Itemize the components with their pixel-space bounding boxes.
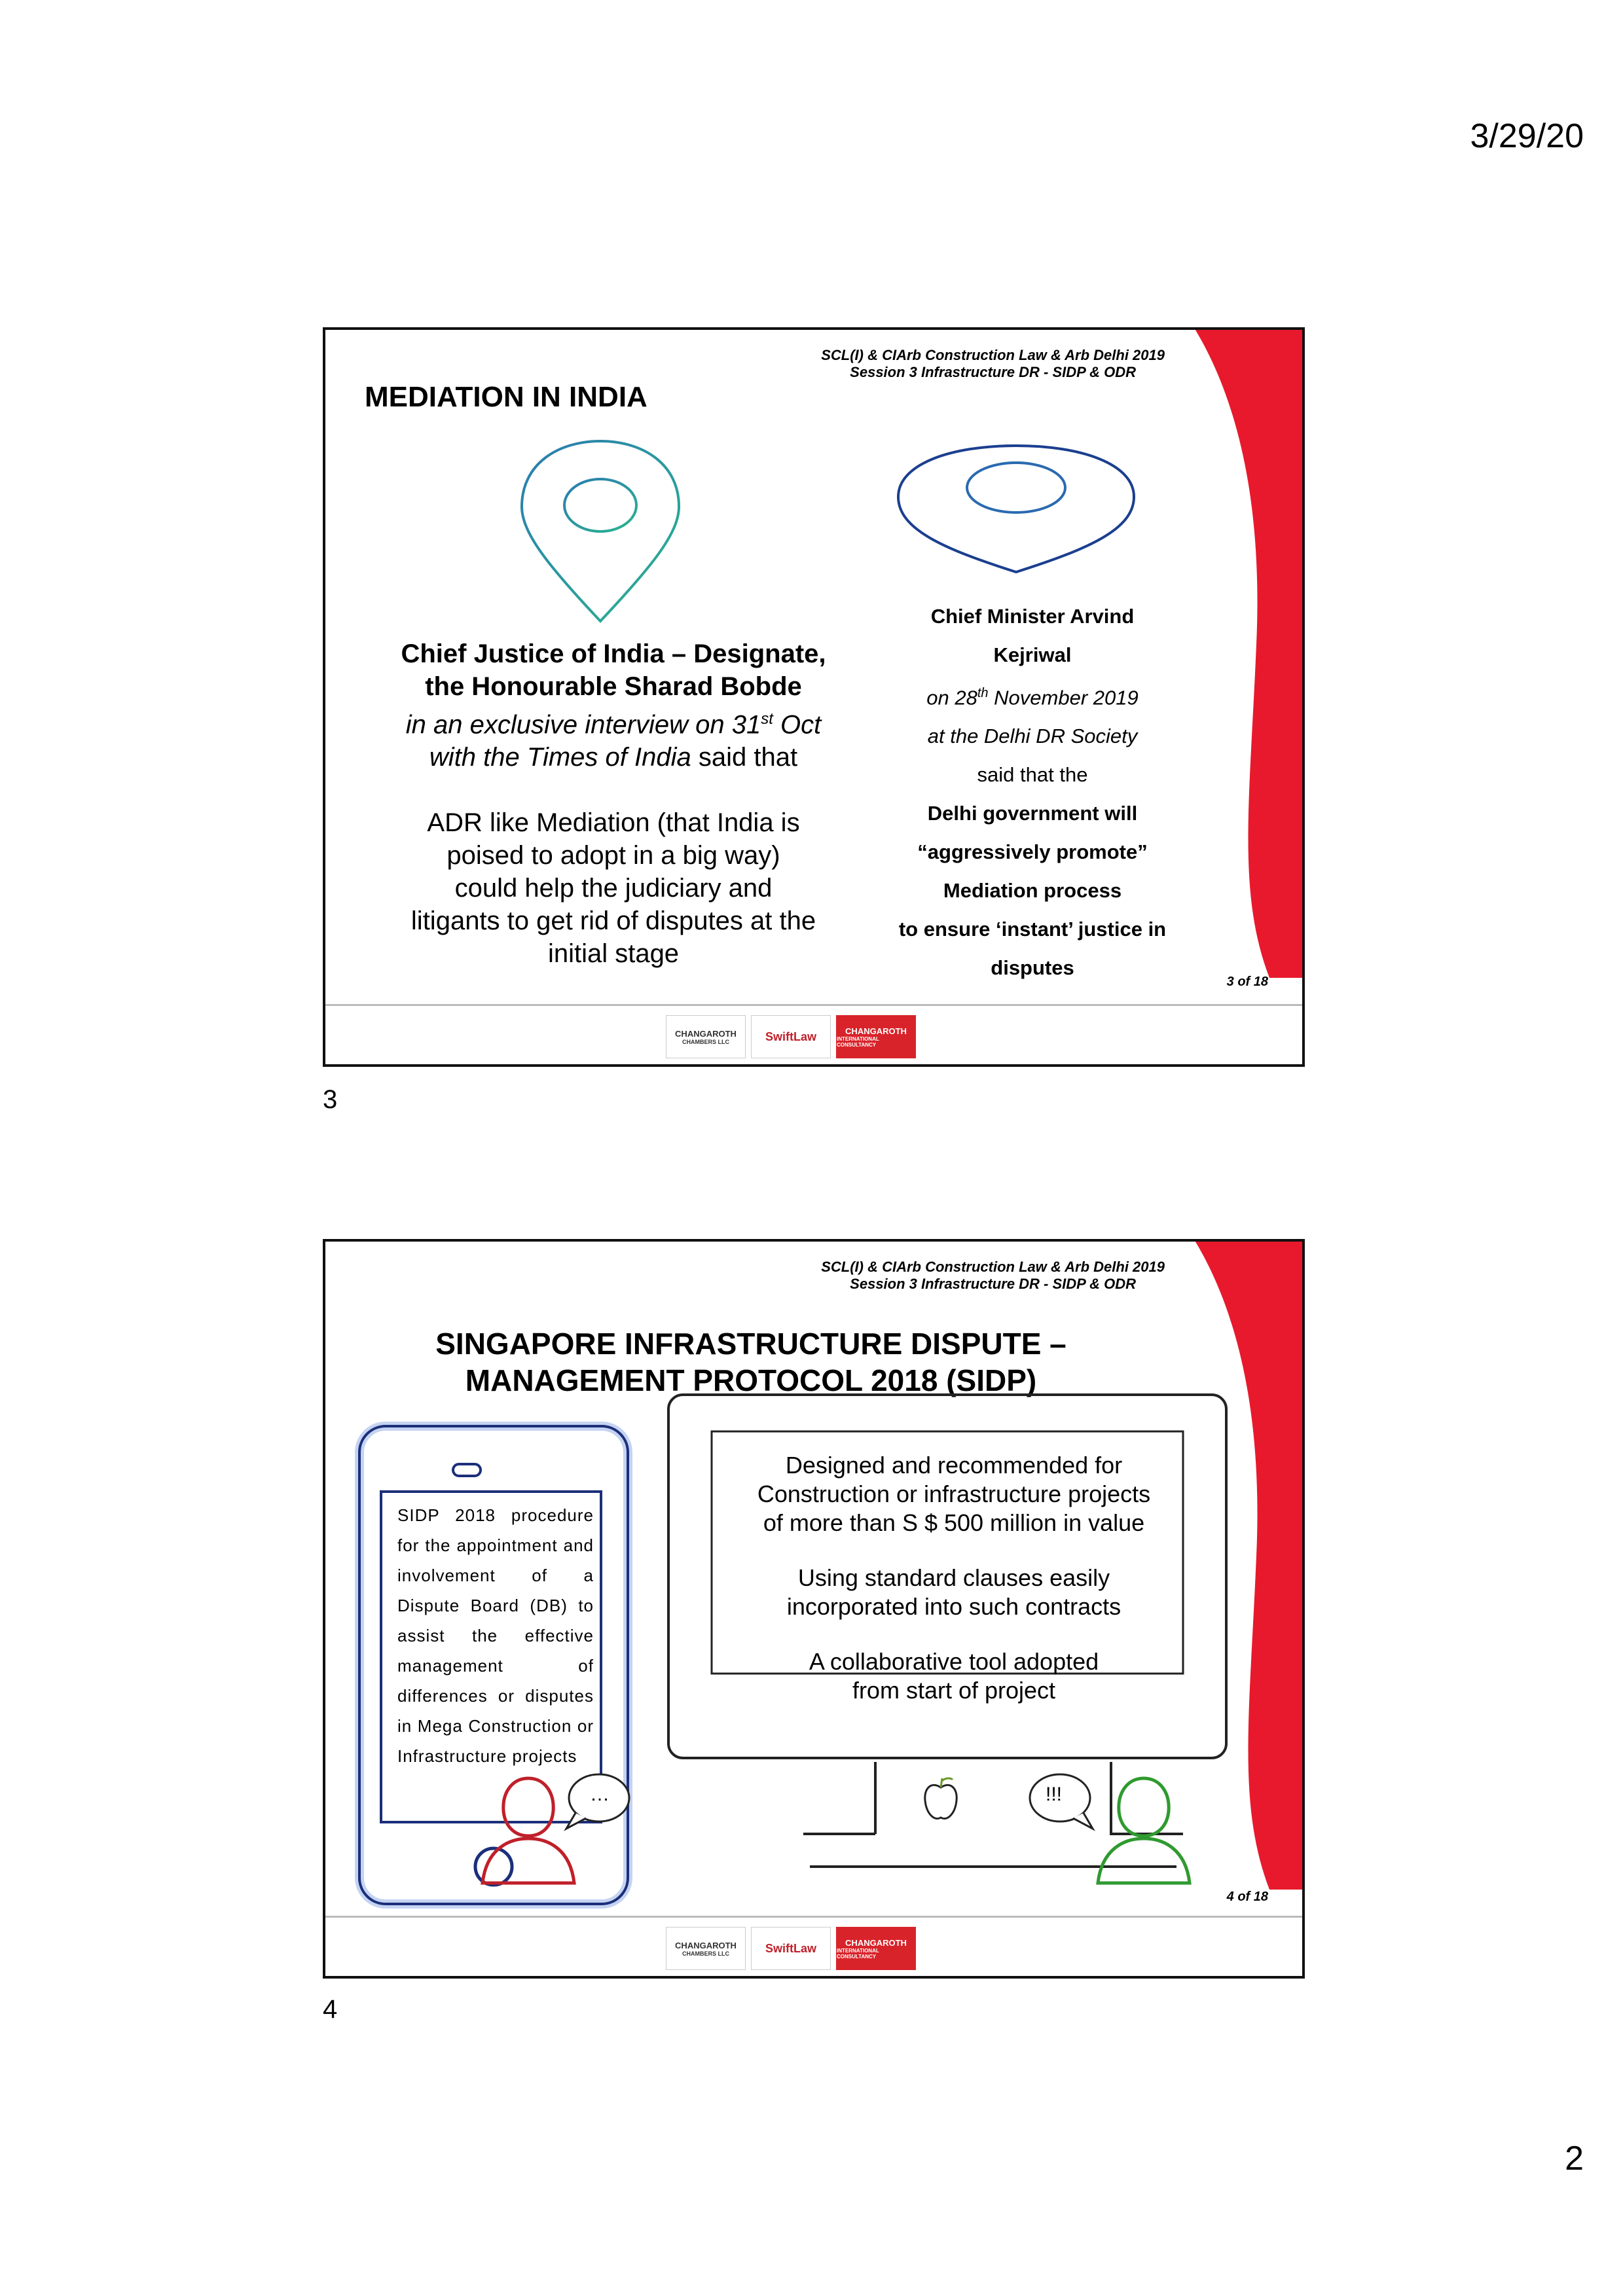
- slide-header: SCL(I) & CIArb Construction Law & Arb Delhi 2019 Session 3 Infrastructure DR - SIDP & ODR: [821, 1259, 1165, 1292]
- changaroth-consultancy-logo: CHANGAROTH INTERNATIONAL CONSULTANCY: [836, 1015, 916, 1058]
- cm-statement: Chief Minister Arvind Kejriwal on 28th November 2019 at the Delhi DR Society said that the Delhi government will “aggressively promote” Mediation process to ensure ‘instant’ justice in disputes: [898, 605, 1167, 980]
- slide-title: SINGAPORE INFRASTRUCTURE DISPUTE – MANAGEMENT PROTOCOL 2018 (SIDP): [435, 1327, 1067, 1397]
- slide-number: 4: [323, 1995, 338, 2024]
- changaroth-chambers-logo: CHANGAROTH CHAMBERS LLC: [666, 1015, 746, 1058]
- slide-count: 3 of 18: [1226, 975, 1268, 989]
- page-number: 2: [1565, 2140, 1584, 2178]
- changaroth-consultancy-logo: CHANGAROTH INTERNATIONAL CONSULTANCY: [836, 1927, 916, 1970]
- swiftlaw-logo: SwiftLaw: [751, 1015, 831, 1058]
- page-date: 3/29/20: [1470, 117, 1584, 155]
- slide-count: 4 of 18: [1226, 1890, 1268, 1904]
- phone-screen-text: SIDP 2018 procedure for the appointment and involvement of a Dispute Board (DB) to assist the effective management of differences or disputes in Mega Construction or Infrastructure projects: [397, 1505, 594, 1766]
- bubble-left-text: …: [590, 1784, 610, 1805]
- slide-4: [323, 1239, 1305, 1979]
- person-icon: [1091, 1772, 1196, 1890]
- footer-divider: [325, 1916, 1302, 1918]
- apple-icon: [921, 1773, 960, 1825]
- swiftlaw-logo: SwiftLaw: [751, 1927, 831, 1970]
- changaroth-chambers-logo: CHANGAROTH CHAMBERS LLC: [666, 1927, 746, 1970]
- location-pin-icon: [885, 438, 1147, 582]
- cji-quote: Chief Justice of India – Designate, the Honourable Sharad Bobde in an exclusive interview on 31st Oct with the Times of India said that ADR like Mediation (that India is poised to adopt in a big way) could help the judiciary and litigants to get rid of disputes at the initial stage: [401, 639, 826, 969]
- monitor-screen-text: Designed and recommended for Construction or infrastructure projects of more than S $ 500 million in value Using standard clauses easily incorporated into such contracts A collaborative tool adopted from start of project: [757, 1452, 1151, 1704]
- slide-number: 3: [323, 1085, 338, 1114]
- bubble-right-text: !!!: [1046, 1784, 1063, 1805]
- footer-divider: [325, 1004, 1302, 1006]
- slide-3: [323, 327, 1305, 1067]
- location-pin-icon: [509, 435, 692, 631]
- slide-header: SCL(I) & CIArb Construction Law & Arb Delhi 2019 Session 3 Infrastructure DR - SIDP & ODR: [821, 347, 1165, 380]
- footer-logos: [666, 1926, 916, 1971]
- slide-title: MEDIATION IN INDIA: [365, 381, 647, 413]
- footer-logos: [666, 1014, 916, 1060]
